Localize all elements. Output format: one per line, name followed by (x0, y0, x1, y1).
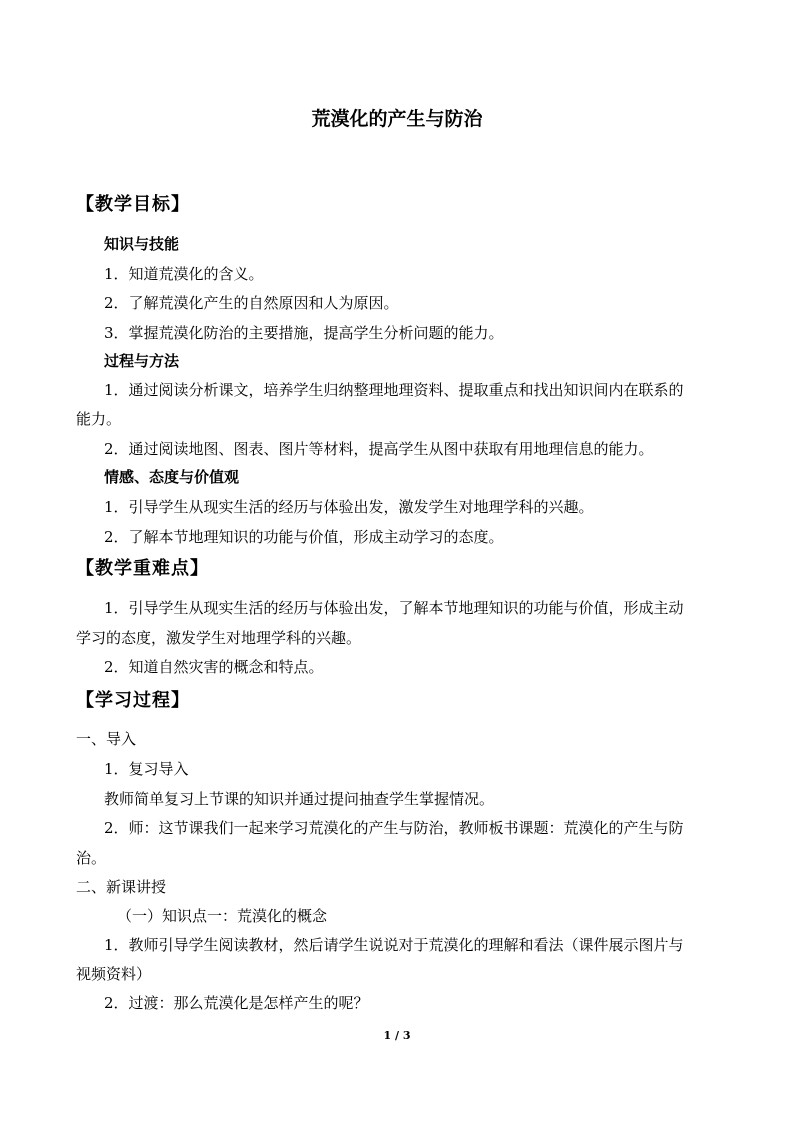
intro-step-1: 1．复习导入 (104, 760, 189, 778)
document-title: 荒漠化的产生与防治 (311, 108, 483, 130)
emotion-item-1: 1．引导学生从现实生活的经历与体验出发，激发学生对地理学科的兴趣。 (104, 498, 594, 516)
keypoints-item-1-line-2: 学习的态度，激发学生对地理学科的兴趣。 (76, 629, 362, 647)
intro-title: 一、导入 (76, 730, 137, 748)
learning-process-heading: 【学习过程】 (76, 690, 190, 711)
knowledge-skills-title: 知识与技能 (104, 235, 180, 253)
knowledge-item-3: 3．掌握荒漠化防治的主要措施，提高学生分析问题的能力。 (104, 324, 504, 342)
keypoints-item-2: 2．知道自然灾害的概念和特点。 (104, 658, 324, 676)
knowledge-item-2: 2．了解荒漠化产生的自然原因和人为原因。 (104, 294, 399, 312)
process-methods-title: 过程与方法 (104, 352, 180, 370)
intro-step-2-line-1: 2．师：这节课我们一起来学习荒漠化的产生与防治，教师板书课题：荒漠化的产生与防 (104, 819, 684, 837)
emotion-values-title: 情感、态度与价值观 (104, 468, 240, 486)
page-number: 1 / 3 (383, 1029, 411, 1042)
intro-step-2-line-2: 治。 (76, 849, 107, 867)
knowledge-item-1: 1．知道荒漠化的含义。 (104, 265, 264, 283)
keypoints-item-1-line-1: 1．引导学生从现实生活的经历与体验出发，了解本节地理知识的功能与价值，形成主动 (104, 599, 684, 617)
keypoints-heading: 【教学重难点】 (76, 558, 209, 579)
emotion-item-2: 2．了解本节地理知识的功能与价值，形成主动学习的态度。 (104, 528, 504, 546)
process-item-1-line-1: 1．通过阅读分析课文，培养学生归纳整理地理资料、提取重点和找出知识间内在联系的 (104, 381, 684, 399)
process-item-2: 2．通过阅读地图、图表、图片等材料，提高学生从图中获取有用地理信息的能力。 (104, 440, 654, 458)
lesson-step-1-line-1: 1．教师引导学生阅读教材，然后请学生说说对于荒漠化的理解和看法（课件展示图片与 (104, 936, 684, 954)
lesson-step-1-line-2: 视频资料） (76, 965, 152, 983)
knowledge-point-1: （一）知识点一：荒漠化的概念 (117, 907, 328, 925)
new-lesson-title: 二、新课讲授 (76, 878, 167, 896)
intro-step-1-detail: 教师简单复习上节课的知识并通过提问抽查学生掌握情况。 (104, 790, 495, 808)
process-item-1-line-2: 能力。 (76, 410, 122, 428)
objectives-heading: 【教学目标】 (76, 194, 190, 215)
lesson-step-2: 2．过渡：那么荒漠化是怎样产生的呢？ (104, 994, 369, 1012)
